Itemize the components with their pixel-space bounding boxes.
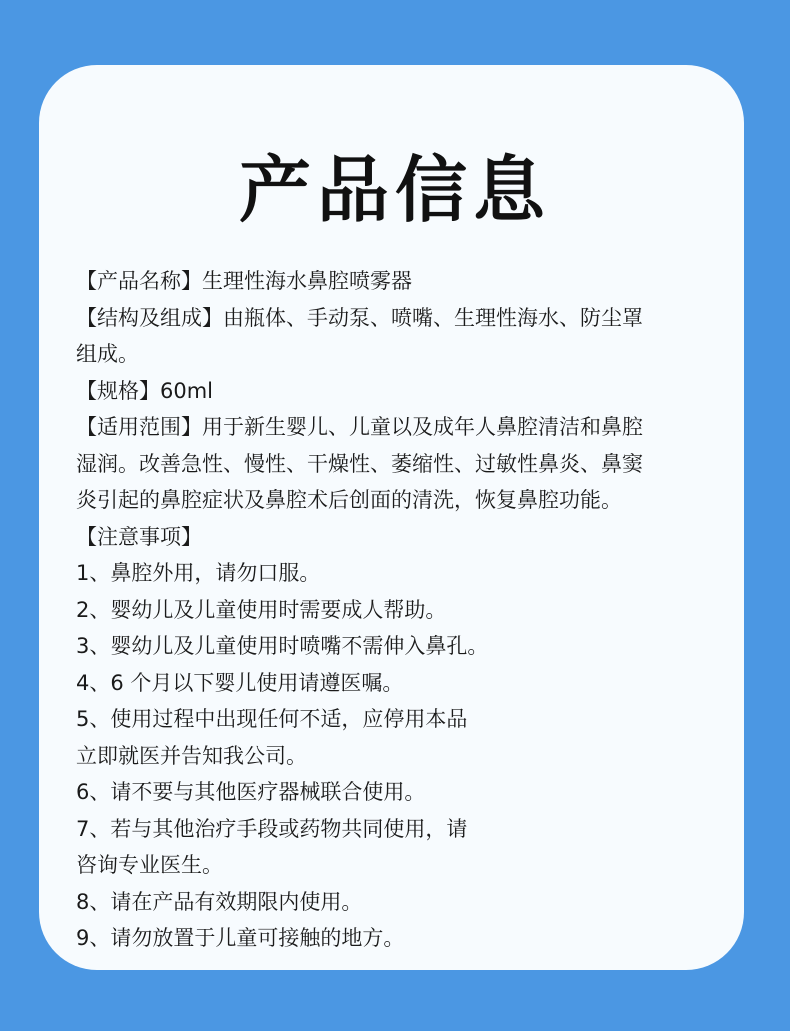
text-line: 炎引起的鼻腔症状及鼻腔术后创面的清洗，恢复鼻腔功能。: [76, 488, 622, 512]
text-line: 咨询专业医生。: [76, 853, 223, 877]
text-line: 【注意事项】: [76, 524, 202, 549]
product-info-text: [76, 263, 726, 957]
page-title: 产品信息: [238, 148, 551, 232]
text-line: 立即就医并告知我公司。: [76, 743, 307, 768]
text-line: 【适用范围】用于新生婴儿、儿童以及成年人鼻腔清洁和鼻腔: [76, 415, 643, 439]
text-line: 9、请勿放置于儿童可接触的地方。: [76, 926, 405, 950]
text-line: 【规格】60ml: [76, 378, 214, 403]
text-line: 组成。: [76, 342, 139, 366]
text-line: 8、请在产品有效期限内使用。: [76, 889, 363, 914]
text-line: 【结构及组成】由瓶体、手动泵、喷嘴、生理性海水、防尘罩: [76, 305, 643, 330]
text-line: 3、婴幼儿及儿童使用时喷嘴不需伸入鼻孔。: [76, 634, 489, 658]
text-line: 7、若与其他治疗手段或药物共同使用，请: [76, 816, 468, 841]
text-line: 5、使用过程中出现任何不适，应停用本品: [76, 707, 468, 731]
text-line: 2、婴幼儿及儿童使用时需要成人帮助。: [76, 597, 447, 622]
text-line: 1、鼻腔外用，请勿口服。: [76, 561, 321, 585]
text-line: 6、请不要与其他医疗器械联合使用。: [76, 780, 426, 804]
text-line: 湿润。改善急性、慢性、干燥性、萎缩性、过敏性鼻炎、鼻窦: [76, 451, 643, 476]
text-line: 【产品名称】生理性海水鼻腔喷雾器: [76, 269, 412, 293]
text-line: 4、6 个月以下婴儿使用请遵医嘱。: [76, 670, 404, 695]
